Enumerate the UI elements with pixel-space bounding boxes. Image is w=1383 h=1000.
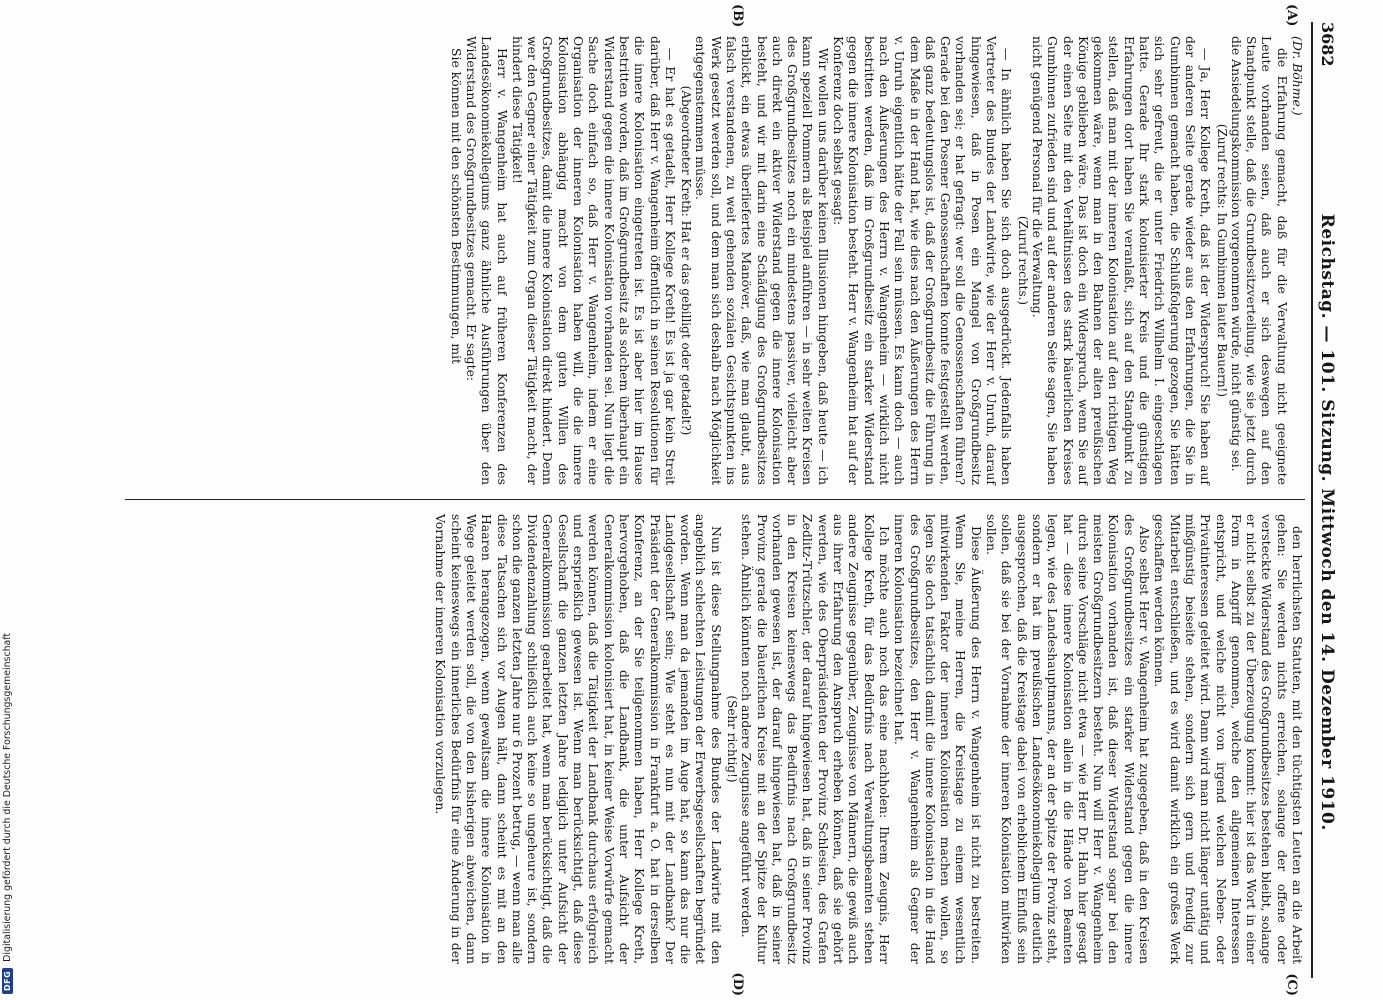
- paragraph: die Erfahrung gemacht, daß für die Verwaltung nicht geeignete Leute vorhanden seien, daß auch er sich deswegen auf den Standpunkt stelle, daß die Grundbesitzverteilung, wie sie jetzt durch die Ansiedelungskommission vorgenommen würde, nicht günstig sei.: [1228, 36, 1290, 485]
- text-columns: [125, 4, 1305, 996]
- paragraph: Also selbst Herr v. Wangenheim hat zugegeben, daß in den Kreisen des Großgrundbesitzes ein starker Widerstand gegen die innere Kolonisation vorhanden ist, daß dieser Widerstand sogar bei den meisten Großgrundbesitzern besteht. Nun will Herr v. Wangenheim durch seine Vorschläge nicht etwa — wie Herr Dr. Hahn hier gesagt hat — diese innere Kolonisation allein in die Hände von Beamten legen, wie des Landeshauptmanns, der an der Spitze der Provinz steht, sondern er hat im preußischen Landesökonomiekollegium deutlich ausgesprochen, daß die Kreistage dabei von erheblichem Einfluß sein sollen, daß sie bei der Vornahme der inneren Kolonisation mitwirken sollen.: [984, 514, 1153, 964]
- paragraph: Sie können mit den schönsten Bestimmungen, mit: [448, 48, 464, 365]
- page-number: 3682: [1318, 22, 1337, 67]
- paragraph: Herr v. Wangenheim hat auch auf früheren Konferenzen des Landesökonomiekollegiums ganz ähnliche Ausführungen über den Widerstand des Großgrundbesitzes gemacht. Er sagte:: [463, 36, 510, 485]
- right-column: [125, 500, 1305, 996]
- interjection: (Abgeordneter Kreth: Hat er das gebilligt oder getadelt?): [679, 85, 694, 436]
- paragraph: Nun ist diese Stellungnahme des Bundes der Landwirte mit den angeblich schlechten Leistungen der Erwerbsgesellschaften begründet worden. Wenn man da jemanden im Auge hat, so kann das nur die Landgesellschaft sein; Wie steht es nun mit der Landbank? Der Präsident der Generalkommission in Frankfurt a. O. hat in derselben Konferenz, an der Sie teilgenommen haben, Herr Kollege Kreth, hervorgehoben, daß die Landbank, die unter Aufsicht der Generalkommission kolonisiert hat, in keiner Weise Vorwürfe gemacht werden können, daß die Tätigkeit der Landbank durchaus erfolgreich und ersprießlich gewesen ist. Wenn man berücksichtigt, daß diese Gesellschaft die ganzen letzten Jahre lediglich unter Aufsicht der Generalkommission gearbeitet hat, wenn man berücksichtigt, daß die Dividendenzahlung schließlich auch keine so ungeheure ist, sondern schon die ganzen letzten Jahre nur 6 Prozent betrug, — wenn man alle diese Tatsachen sich vor Augen hält, dann scheint es mit an den Haaren herangezogen, wenn gewaltsam die innere Kolonisation in Wege geleitet werden soll, die von den bisherigen abweichen, dann scheint keineswegs ein innerliches Bedürfnis für eine Änderung in der Vornahme der inneren Kolonisation vorzulegen.: [433, 514, 724, 964]
- dfg-logo-icon: DFG: [2, 968, 13, 994]
- rotated-page-content: [55, 0, 1345, 1000]
- page-title: Reichstag. — 101. Sitzung. Mittwoch den 14. Dezember 1910.: [1317, 213, 1337, 831]
- paragraph: — In ähnlich haben Sie sich doch ausgedrückt. Jedenfalls haben Vertreter des Bundes der Landwirte, wie der Herr v. Unruh, darauf hingewiesen, daß in Posen ein Mangel von Großgrundbesitz vorhanden sei; er hat gefragt: wer soll die Genossenschaften führen? Gerade bei den Posener Genossenschaften konnte festgestellt werden, daß ganz bedeutungslos ist, daß der Großgrundbesitz die Führung in dem Maße in der Hand hat, wie dies nach den Äußerungen des Herrn v. Unruh eigentlich hätte der Fall sein müssen. Es kann doch — auch nach den Äußerungen des Herrn v. Wangenheim — wirklich nicht bestritten werden, daß im Großgrundbesitz ein starker Widerstand gegen die innere Kolonisation besteht. Herr v. Wangenheim hat auf der Konferenz doch selbst gesagt:: [831, 36, 1015, 485]
- paragraph: — Ja, Herr Kollege Kreth, daß ist der Widerspruch! Sie haben auf der anderen Seite gerade wieder aus den Erfahrungen, die Sie in Gumbinnen gemacht haben, die Schlußfolgerung gezogen, Sie hätten sich sehr gefreut, die er unter Friedrich Wilhelm I. eingeschlagen hatte. Gerade Ihr stark kolonisierter Kreis und die günstigen Erfahrungen dort haben Sie veranlaßt, sich auf den Standpunkt zu stellen, daß man mit der inneren Kolonisation auf den richtigen Weg gekommen wäre, wenn man in den Bahnen der alten preußischen Könige geblieben wäre. Das ist doch ein Widerspruch, wenn Sie auf der einen Seite mit den Verhältnissen des stark bäuerlichen Kreises Gumbinnen zufrieden sind und auf der anderen Seite sagen, Sie haben nicht genügend Personal für die Verwaltung.: [1029, 36, 1214, 485]
- margin-marker-b: (B): [730, 4, 745, 28]
- interjection: (Zuruf rechts: In Gumbinnen lauter Bauern!): [1214, 123, 1229, 398]
- running-head: [1311, 22, 1337, 978]
- margin-marker-c: (C): [1284, 973, 1299, 996]
- paragraph: den herrlichsten Statuten, mit den tüchtigsten Leuten an die Arbeit gehen: Sie werden nichts erreichen, solange der offene oder versteckte Widerstand des Großgrundbesitzes bestehen bleibt, solange er nicht selbst zu der Überzeugung kommt: hier ist das Wort in einer Form in Angriff genommen, welche den allgemeinen Interessen entspricht, und welche nicht von irgend welchen Neben- oder Privatinteressen geleitet wird. Dann wird man nicht länger untätig und mißgünstig beiseite stehen, sondern sich gern und freudig zur Mitarbeit entschließen, und es wird damit wirklich ein großes Werk geschaffen werden können.: [1152, 514, 1305, 964]
- left-column: [125, 4, 1305, 500]
- paragraph: — Er hat es getadelt, Herr Kollege Kreth! Es ist ja gar kein Streit darüber, daß Herr v. Wangenheim öffentlich in seinen Resolutionen für die innere Kolonisation eingetreten ist. Es ist aber hier im Hause bestritten worden, daß im Großgrundbesitz als solchem überhaupt ein Widerstand gegen die innere Kolonisation vorhanden sei. Nun liegt die Sache doch einfach so, daß Herr v. Wangenheim, indem er eine Organisation der inneren Kolonisation haben will, die die innere Kolonisation abhängig macht von dem guten Willen des Großgrundbesitzes, damit die innere Kolonisation direkt hindert. Denn wer den Gegner einer Tätigkeit zum Organ dieser Tätigkeit macht, der hindert diese Tätigkeit!: [509, 36, 678, 485]
- paragraph: Diese Äußerung des Herrn v. Wangenheim ist nicht zu bestreiten. Wenn Sie, meine Herren, die Kreistage zu einem wesentlich mitwirkenden Faktor der inneren Kolonisation machen wollen, so legen Sie doch tatsächlich damit die innere Kolonisation in die Hand des Großgrundbesitzes, den Herr v. Wangenheim als Gegner der inneren Kolonisation bezeichnet hat.: [892, 514, 984, 964]
- paragraph: Ich möchte auch noch das eine nachholen: Ihrem Zeugnis, Herr Kollege Kreth, für das Bedürfnis nach Verwaltungsbeamten stehen andere Zeugnisse gegenüber, Zeugnisse von Männern, die gewiß auch aus ihrer Erfahrung den Anspruch erheben können, daß sie gehört werden, wie des Oberpräsidenten der Provinz Schlesien, des Grafen Zedlitz-Trützschler, der darauf hingewiesen hat, daß in seiner Provinz in den Kreisen keineswegs das Bedürfnis nach Großgrundbesitz vorhanden gewesen ist, der darauf hingewiesen hat, daß in seiner Provinz gerade die bäuerlichen Kreise mit an der Spitze der Kultur stehen. Ähnlich könnten noch andere Zeugnisse angeführt werden.: [739, 514, 892, 964]
- digitization-credit: [2, 574, 13, 994]
- credit-text: Digitalisierung gefördert durch die Deutsche Forschungsgemeinschaft: [2, 632, 13, 962]
- speaker-label: (Dr. Böhme.): [1290, 36, 1305, 116]
- interjection: (Zuruf rechts.): [1015, 215, 1030, 306]
- margin-marker-d: (D): [730, 972, 745, 996]
- interjection: (Sehr richtig!): [725, 695, 740, 783]
- margin-marker-a: (A): [1284, 4, 1299, 27]
- paragraph: Wir wollen uns darüber keinen Illusionen hingeben, daß heute — ich kann speziell Pommern als Beispiel anführen — in sehr weiten Kreisen des Großgrundbesitzes noch ein mindestens passiver, vielleicht aber auch direkt ein aktiver Widerstand gegen die innere Kolonisation besteht, und wir mit darin eine Schädigung des Großgrundbesitzes erblickt, ein etwas überliefertes Manöver, daß, wie man glaubt, aus falsch verstandenen, zu weit gehenden sozialen Gesichtspunkten ins Werk gesetzt werden soll, und dem man sich deshalb nach Möglichkeit entgegenstemmen müsse.: [693, 36, 831, 485]
